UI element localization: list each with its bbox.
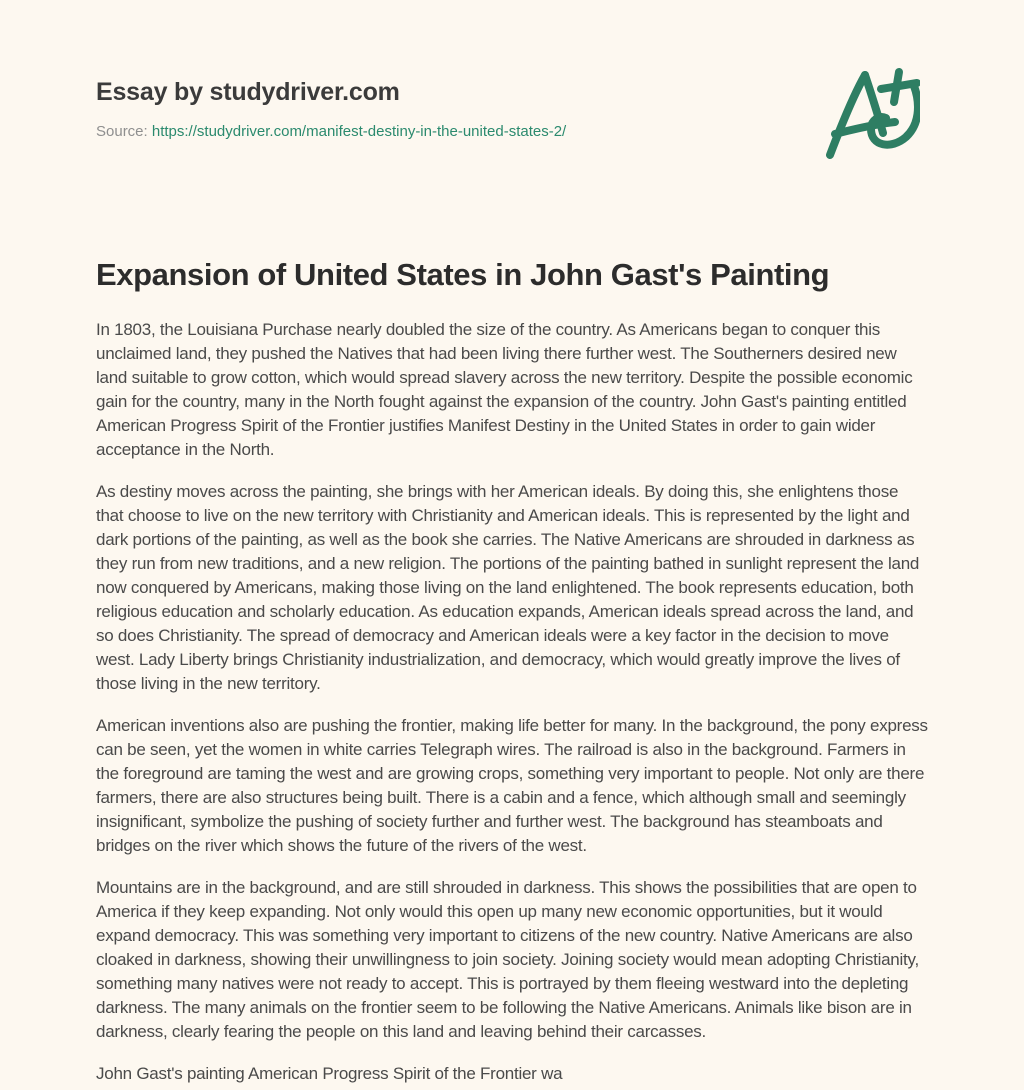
article-title: Expansion of United States in John Gast's Painting [96, 257, 830, 292]
essay-paragraph: In 1803, the Louisiana Purchase nearly doubled the size of the country. As Americans began to conquer this unclaimed land, they pushed the Natives that had been living there further west. The Southerners desired new land suitable to grow cotton, which would spread slavery across the new territory. Despite the possible economic gain for the country, many in the North fought against the expansion of the country. John Gast's painting entitled American Progress Spirit of the Frontier justifies Manifest Destiny in the United States in order to gain wider acceptance in the North. [96, 320, 913, 459]
source-label: Source: [96, 123, 148, 140]
a-plus-logo-icon [820, 66, 920, 162]
brand-title: Essay by studydriver.com [96, 78, 400, 106]
essay-paragraph: Mountains are in the background, and are still shrouded in darkness. This shows the possibilities that are open to America if they keep expanding. Not only would this open up many new economic opportunities, but it would expand democracy. This was something very important to citizens of the new country. Native Americans are also cloaked in darkness, showing their unwillingness to join society. Joining society would mean adopting Christianity, something many natives were not ready to accept. This is portrayed by them fleeing westward into the depleting darkness. The many animals on the frontier seem to be following the Native Americans. Animals like bison are in darkness, clearly fearing the people on this land and leaving behind their carcasses. [96, 878, 919, 1041]
source-line [96, 123, 928, 141]
essay-paragraph: As destiny moves across the painting, she brings with her American ideals. By doing this, she enlightens those that choose to live on the new territory with Christianity and American ideals. This is represented by the light and dark portions of the painting, as well as the book she carries. The Native Americans are shrouded in darkness as they run from new traditions, and a new religion. The portions of the painting bathed in sunlight represent the land now conquered by Americans, making those living on the land enlightened. The book represents education, both religious education and scholarly education. As education expands, American ideals spread across the land, and so does Christianity. The spread of democracy and American ideals were a key factor in the decision to move west. Lady Liberty brings Christianity industrialization, and democracy, which would greatly improve the lives of those living in the new territory. [96, 482, 920, 693]
essay-paragraph-truncated: John Gast's painting American Progress Spirit of the Frontier wa [96, 1064, 563, 1083]
essay-body [96, 318, 928, 1086]
source-link[interactable]: https://studydriver.com/manifest-destiny-in-the-united-states-2/ [151, 123, 567, 140]
essay-paragraph: American inventions also are pushing the frontier, making life better for many. In the background, the pony express can be seen, yet the women in white carries Telegraph wires. The railroad is also in the background. Farmers in the foreground are taming the west and are growing crops, something very important to people. Not only are there farmers, there are also structures being built. There is a cabin and a fence, which although small and seemingly insignificant, symbolize the pushing of society further and further west. The background has steamboats and bridges on the river which shows the future of the rivers of the west. [96, 716, 928, 855]
